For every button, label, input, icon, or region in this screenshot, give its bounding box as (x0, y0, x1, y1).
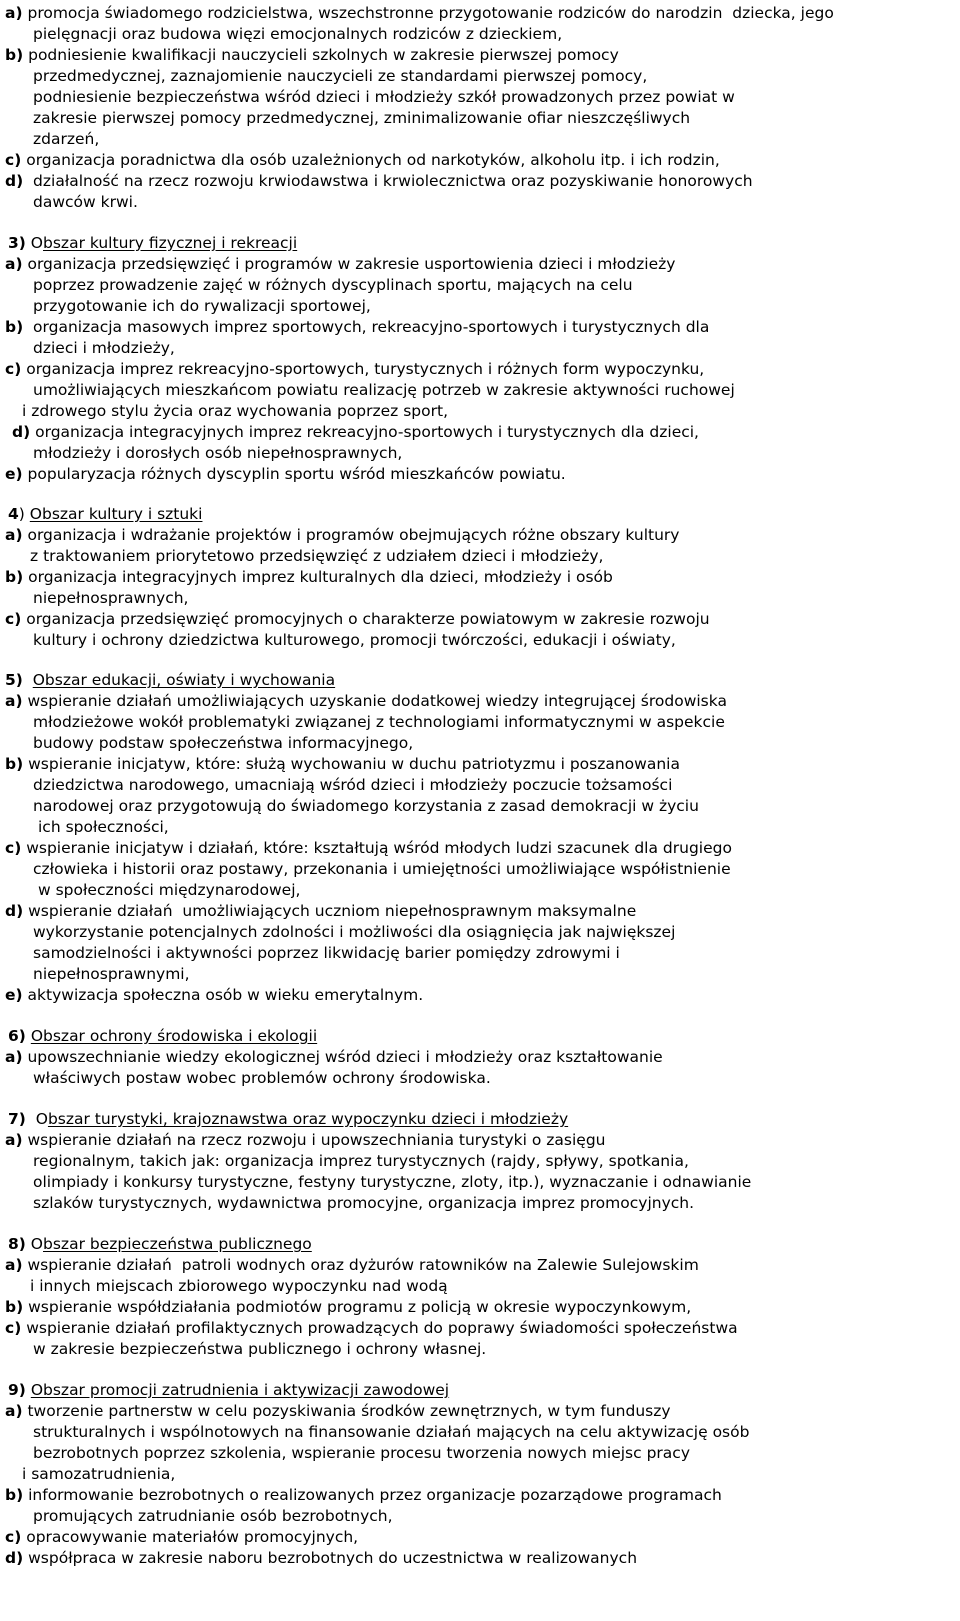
section-heading (8, 233, 297, 254)
item-text: z traktowaniem priorytetowo przedsięwzięć z udziałem dzieci i młodzieży, (30, 547, 604, 565)
list-item-continuation (33, 775, 672, 796)
heading-prefix (23, 671, 33, 689)
list-item-continuation (33, 129, 99, 150)
item-text: tworzenie partnerstw w celu pozyskiwania środków zewnętrznych, w tym funduszy (22, 1402, 671, 1420)
item-text: i samozatrudnienia, (22, 1465, 176, 1483)
list-item-continuation (33, 1443, 690, 1464)
item-label: 8) (8, 1235, 26, 1253)
item-text: niepełnosprawnymi, (33, 965, 190, 983)
item-text: pielęgnacji oraz budowa więzi emocjonalnych rodziców z dzieckiem, (33, 25, 563, 43)
list-item (5, 317, 709, 338)
item-text: informowanie bezrobotnych o realizowanych przez organizacje pozarządowe programach (23, 1486, 722, 1504)
item-text: poprzez prowadzenie zajęć w różnych dyscyplinach sportu, mających na celu (33, 276, 633, 294)
item-text: samodzielności i aktywności poprzez likwidację barier pomiędzy zdrowymi i (33, 944, 620, 962)
item-label: 7) (8, 1110, 26, 1128)
item-label: b) (5, 755, 24, 773)
item-label: e) (5, 465, 23, 483)
item-text: ich społeczności, (38, 818, 169, 836)
item-text: wspieranie współdziałania podmiotów programu z policją w okresie wypoczynkowym, (23, 1298, 692, 1316)
list-item (5, 1527, 358, 1548)
list-item-continuation (33, 192, 138, 213)
item-label: b) (5, 1298, 24, 1316)
item-text: człowieka i historii oraz postawy, przekonania i umiejętności umożliwiające współistnienie (33, 860, 731, 878)
item-label: c) (5, 360, 22, 378)
list-item (5, 985, 423, 1006)
item-label: e) (5, 986, 23, 1004)
list-item-continuation (33, 296, 371, 317)
heading-text: bszar kultury fizycznej i rekreacji (43, 234, 298, 252)
list-item-continuation (33, 943, 620, 964)
item-text: organizacja integracyjnych imprez kulturalnych dla dzieci, młodzieży i osób (23, 568, 613, 586)
list-item-continuation (33, 1193, 694, 1214)
heading-prefix: O (25, 1235, 44, 1253)
list-item-continuation (22, 401, 448, 422)
item-label: b) (5, 1486, 24, 1504)
list-item-continuation (33, 443, 402, 464)
item-text: wspieranie inicjatyw, które: służą wychowaniu w duchu patriotyzmu i poszanowania (23, 755, 680, 773)
item-text: budowy podstaw społeczeństwa informacyjnego, (33, 734, 414, 752)
list-item-continuation (33, 630, 676, 651)
list-item (5, 359, 704, 380)
list-item-continuation (33, 1506, 393, 1527)
item-label: b) (5, 46, 24, 64)
item-label: a) (5, 1256, 23, 1274)
heading-text: Obszar promocji zatrudnienia i aktywizacji zawodowej (30, 1381, 450, 1399)
item-text: wspieranie działań na rzecz rozwoju i upowszechniania turystyki o zasięgu (22, 1131, 606, 1149)
item-text: przedmedycznej, zaznajomienie nauczycieli ze standardami pierwszej pomocy, (33, 67, 648, 85)
list-item (5, 1318, 738, 1339)
item-text: wspieranie inicjatyw i działań, które: kształtują wśród młodych ludzi szacunek dla drugiego (21, 839, 732, 857)
list-item-continuation (38, 880, 300, 901)
item-text: regionalnym, takich jak: organizacja imprez turystycznych (rajdy, spływy, spotkania, (33, 1152, 689, 1170)
item-text: dzieci i młodzieży, (33, 339, 175, 357)
list-item-continuation (33, 1068, 491, 1089)
list-item (5, 1047, 663, 1068)
list-item-continuation (33, 588, 188, 609)
item-text: organizacja masowych imprez sportowych, rekreacyjno-sportowych i turystycznych dla (23, 318, 710, 336)
item-text: wspieranie działań umożliwiających uczniom niepełnosprawnym maksymalne (23, 902, 637, 920)
item-label: 4 (8, 505, 19, 523)
item-label: a) (5, 255, 23, 273)
list-item (5, 525, 679, 546)
heading-text: Obszar ochrony środowiska i ekologii (30, 1027, 318, 1045)
item-label: d) (5, 1549, 24, 1567)
item-text: młodzieży i dorosłych osób niepełnosprawnych, (33, 444, 403, 462)
list-item (5, 609, 710, 630)
list-item (5, 838, 732, 859)
item-label: c) (5, 839, 22, 857)
item-text: dawców krwi. (33, 193, 138, 211)
item-text: promujących zatrudnianie osób bezrobotnych, (33, 1507, 393, 1525)
list-item-continuation (33, 964, 190, 985)
item-text: kultury i ochrony dziedzictwa kulturowego, promocji twórczości, edukacji i oświaty, (33, 631, 676, 649)
list-item-continuation (38, 817, 169, 838)
item-text: zakresie pierwszej pomocy przedmedycznej, zminimalizowanie ofiar nieszczęśliwych (33, 109, 691, 127)
item-text: wspieranie działań patroli wodnych oraz dyżurów ratowników na Zalewie Sulejowskim (22, 1256, 699, 1274)
item-label: a) (5, 1048, 23, 1066)
item-label: c) (5, 151, 22, 169)
heading-text: Obszar kultury i sztuki (29, 505, 203, 523)
list-item-continuation (22, 1464, 175, 1485)
list-item-continuation (33, 1339, 486, 1360)
list-item (12, 422, 699, 443)
list-item (5, 1130, 606, 1151)
item-text: organizacja przedsięwzięć i programów w zakresie usportowienia dzieci i młodzieży (22, 255, 676, 273)
item-label: a) (5, 692, 23, 710)
list-item (5, 1401, 671, 1422)
item-label: b) (5, 318, 24, 336)
item-text: i zdrowego stylu życia oraz wychowania poprzez sport, (22, 402, 449, 420)
item-label: d) (12, 423, 31, 441)
item-text: upowszechnianie wiedzy ekologicznej wśród dzieci i młodzieży oraz kształtowanie (22, 1048, 663, 1066)
list-item-continuation (30, 1276, 448, 1297)
item-text: współpraca w zakresie naboru bezrobotnych do uczestnictwa w realizowanych (23, 1549, 638, 1567)
list-item (5, 1485, 722, 1506)
list-item-continuation (33, 108, 690, 129)
item-label: a) (5, 1402, 23, 1420)
heading-text: bszar bezpieczeństwa publicznego (43, 1235, 312, 1253)
list-item (5, 567, 613, 588)
section-heading (8, 504, 202, 525)
item-text: promocja świadomego rodzicielstwa, wszechstronne przygotowanie rodziców do narodzin dziecka, jego (22, 4, 834, 22)
list-item (5, 45, 619, 66)
list-item (5, 691, 727, 712)
item-text: niepełnosprawnych, (33, 589, 189, 607)
list-item (5, 901, 636, 922)
section-heading (5, 670, 335, 691)
list-item-continuation (33, 859, 731, 880)
item-text: organizacja przedsięwzięć promocyjnych o charakterze powiatowym w zakresie rozwoju (21, 610, 710, 628)
item-text: aktywizacja społeczna osób w wieku emerytalnym. (22, 986, 424, 1004)
list-item (5, 1548, 637, 1569)
list-item-continuation (30, 546, 603, 567)
list-item (5, 1297, 691, 1318)
item-text: młodzieżowe wokół problematyki związanej z technologiami informatycznymi w aspekcie (33, 713, 725, 731)
list-item-continuation (33, 380, 735, 401)
list-item (5, 464, 566, 485)
item-text: organizacja imprez rekreacyjno-sportowych, turystycznych i różnych form wypoczynku, (21, 360, 705, 378)
list-item (5, 171, 753, 192)
item-text: organizacja i wdrażanie projektów i programów obejmujących różne obszary kultury (22, 526, 680, 544)
heading-prefix: O (25, 234, 44, 252)
heading-prefix: ) (18, 505, 30, 523)
list-item-continuation (33, 275, 633, 296)
item-text: strukturalnych i wspólnotowych na finansowanie działań mających na celu aktywizację osób (33, 1423, 750, 1441)
item-text: organizacja integracyjnych imprez rekreacyjno-sportowych i turystycznych dla dzieci, (30, 423, 699, 441)
item-label: d) (5, 172, 24, 190)
list-item-continuation (33, 796, 699, 817)
item-text: szlaków turystycznych, wydawnictwa promocyjne, organizacja imprez promocyjnych. (33, 1194, 695, 1212)
list-item-continuation (33, 712, 725, 733)
item-label: c) (5, 1528, 22, 1546)
item-label: c) (5, 610, 22, 628)
item-text: narodowej oraz przygotowują do świadomego korzystania z zasad demokracji w życiu (33, 797, 699, 815)
item-text: i innych miejscach zbiorowego wypoczynku nad wodą (30, 1277, 448, 1295)
item-label: b) (5, 568, 24, 586)
item-text: olimpiady i konkursy turystyczne, festyny turystyczne, zloty, itp.), wyznaczanie i odnawianie (33, 1173, 752, 1191)
list-item-continuation (33, 1151, 689, 1172)
item-label: 5) (5, 671, 23, 689)
list-item (5, 254, 675, 275)
item-text: w zakresie bezpieczeństwa publicznego i ochrony własnej. (33, 1340, 487, 1358)
heading-prefix: O (25, 1110, 48, 1128)
item-label: a) (5, 4, 23, 22)
item-text: właściwych postaw wobec problemów ochrony środowiska. (33, 1069, 491, 1087)
list-item-continuation (33, 733, 413, 754)
item-label: 3) (8, 234, 26, 252)
list-item (5, 3, 834, 24)
item-text: wspieranie działań profilaktycznych prowadzących do poprawy świadomości społeczeństwa (21, 1319, 738, 1337)
list-item-continuation (33, 922, 675, 943)
list-item-continuation (33, 66, 647, 87)
item-text: w społeczności międzynarodowej, (38, 881, 301, 899)
item-text: podniesienie bezpieczeństwa wśród dzieci i młodzieży szkół prowadzonych przez powiat w (33, 88, 735, 106)
item-text: dziedzictwa narodowego, umacniają wśród dzieci i młodzieży poczucie tożsamości (33, 776, 673, 794)
item-text: zdarzeń, (33, 130, 100, 148)
list-item (5, 1255, 699, 1276)
item-text: wykorzystanie potencjalnych zdolności i możliwości dla osiągnięcia jak największej (33, 923, 676, 941)
section-heading (8, 1109, 568, 1130)
item-text: organizacja poradnictwa dla osób uzależnionych od narkotyków, alkoholu itp. i ich rodzin, (21, 151, 720, 169)
item-label: a) (5, 1131, 23, 1149)
list-item-continuation (33, 87, 735, 108)
list-item-continuation (33, 1172, 751, 1193)
item-label: 9) (8, 1381, 26, 1399)
list-item-continuation (33, 1422, 749, 1443)
item-label: 6) (8, 1027, 26, 1045)
item-text: popularyzacja różnych dyscyplin sportu wśród mieszkańców powiatu. (22, 465, 566, 483)
item-text: bezrobotnych poprzez szkolenia, wspieranie procesu tworzenia nowych miejsc pracy (33, 1444, 690, 1462)
item-text: podniesienie kwalifikacji nauczycieli szkolnych w zakresie pierwszej pomocy (23, 46, 619, 64)
item-label: d) (5, 902, 24, 920)
item-text: wspieranie działań umożliwiających uzyskanie dodatkowej wiedzy integrującej środowiska (22, 692, 727, 710)
section-heading (8, 1380, 449, 1401)
item-text: umożliwiających mieszkańcom powiatu realizację potrzeb w zakresie aktywności ruchowej (33, 381, 735, 399)
section-heading (8, 1234, 312, 1255)
item-text: opracowywanie materiałów promocyjnych, (21, 1528, 359, 1546)
list-item (5, 150, 720, 171)
list-item-continuation (33, 338, 175, 359)
list-item-continuation (33, 24, 562, 45)
item-label: c) (5, 1319, 22, 1337)
item-text: przygotowanie ich do rywalizacji sportowej, (33, 297, 371, 315)
list-item (5, 754, 680, 775)
heading-text: Obszar edukacji, oświaty i wychowania (32, 671, 336, 689)
item-text: działalność na rzecz rozwoju krwiodawstwa i krwiolecznictwa oraz pozyskiwanie honorowych (23, 172, 753, 190)
heading-text: bszar turystyki, krajoznawstwa oraz wypoczynku dzieci i młodzieży (47, 1110, 569, 1128)
section-heading (8, 1026, 317, 1047)
item-label: a) (5, 526, 23, 544)
